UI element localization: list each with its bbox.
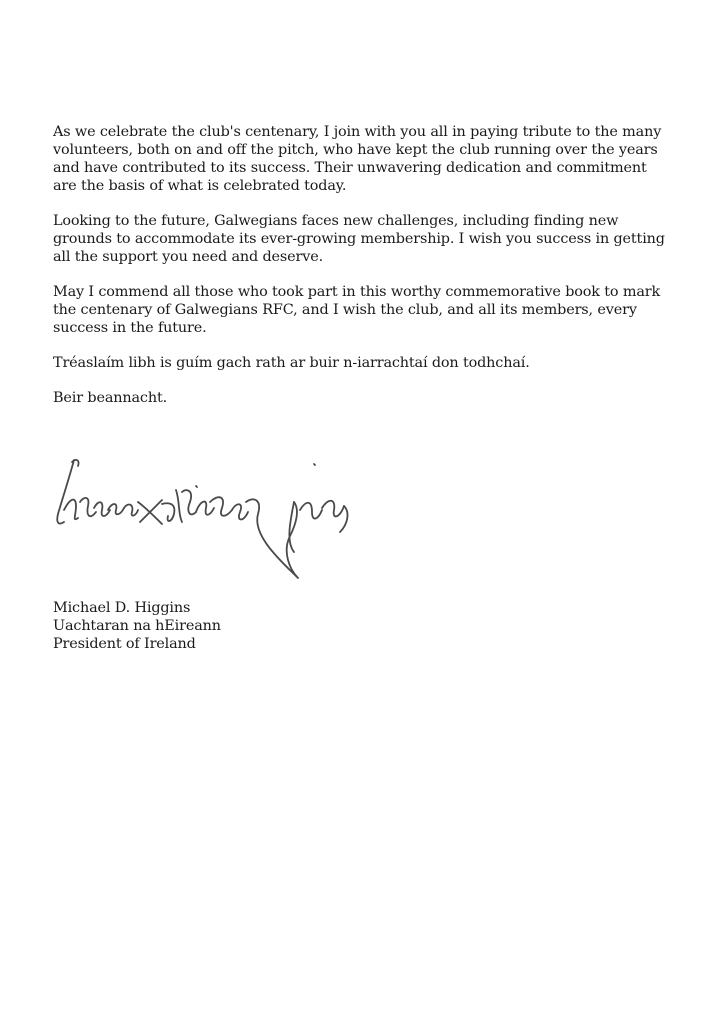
handwritten-signature: [50, 452, 360, 587]
signoff-block: [53, 599, 221, 653]
paragraph-commend: May I commend all those who took part in this worthy commemorative book to mark the centenary of Galwegians RFC, and I wish the club, and all its members, every success in the future.: [53, 284, 661, 336]
signatory-title-irish: Uachtaran na hEireann: [53, 618, 221, 634]
paragraph-tribute: As we celebrate the club's centenary, I join with you all in paying tribute to the many volunteers, both on and off the pitch, who have kept the club running over the years and have contributed to its success. Their unwavering dedication and commitment are the basis of what is celebrated today.: [53, 124, 662, 194]
letter-body: [53, 123, 673, 424]
paragraph-closing: Beir beannacht.: [53, 390, 168, 406]
signatory-name: Michael D. Higgins: [53, 600, 191, 616]
paragraph-future: Looking to the future, Galwegians faces new challenges, including finding new grounds to accommodate its ever-growing membership. I wish you success in getting all the support you need and deserve.: [53, 213, 665, 265]
signatory-title-english: President of Ireland: [53, 636, 196, 652]
paragraph-irish-wishes: Tréaslaím libh is guím gach rath ar buir n-iarrachtaí don todhchaí.: [53, 355, 530, 371]
